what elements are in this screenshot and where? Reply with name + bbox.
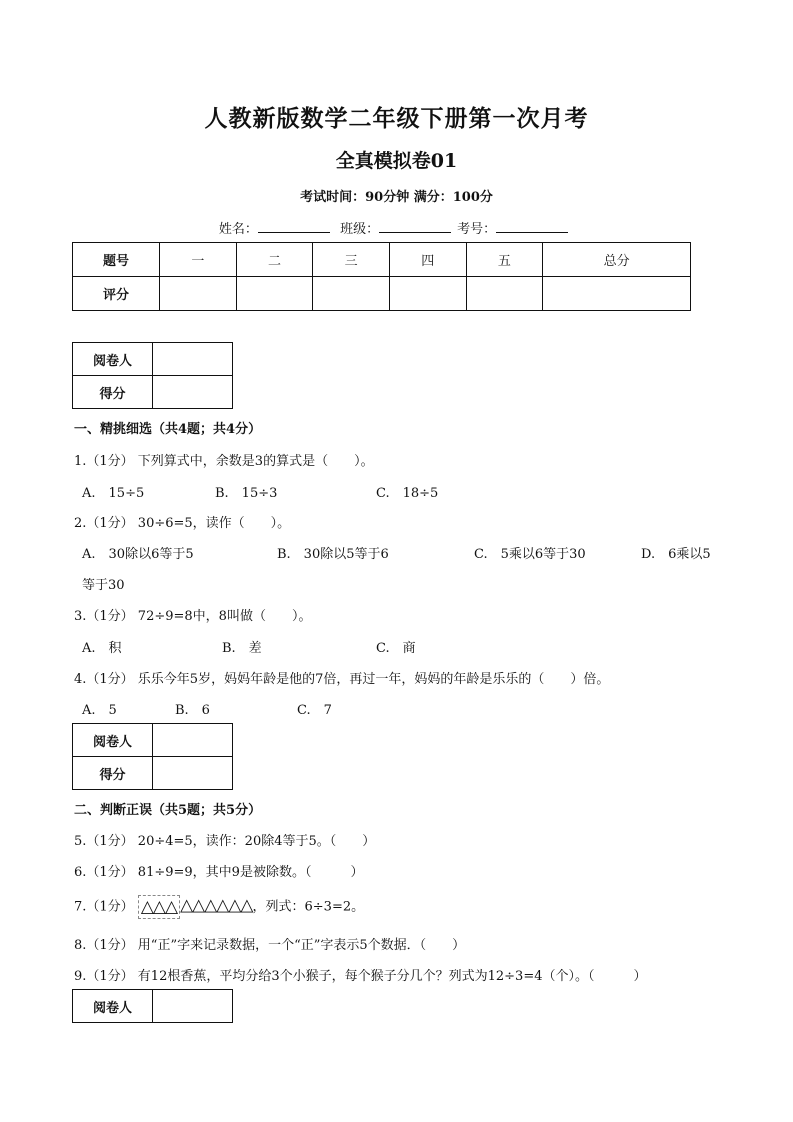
q2-option-a[interactable]: A. 30除以6等于5 <box>82 547 194 562</box>
score-table <box>72 242 691 311</box>
score-cell[interactable] <box>313 277 390 311</box>
q4-option-a[interactable]: A. 5 <box>82 703 117 718</box>
q3-option-c[interactable]: C. 商 <box>376 641 416 656</box>
score-cell[interactable] <box>389 277 466 311</box>
number-label: 考号： <box>457 222 497 237</box>
reviewer-label: 阅卷人 <box>73 990 153 1023</box>
page-title: 人教新版数学二年级下册第一次月考 <box>204 105 589 132</box>
score-cell[interactable] <box>160 277 237 311</box>
question-8: 8.（1分） 用“正”字来记录数据，一个“正”字表示5个数据．（ ） <box>74 938 466 953</box>
question-2: 2.（1分） 30÷6=5，读作（ ）。 <box>74 516 291 531</box>
q2-option-d[interactable]: D. 6乘以5 <box>641 547 711 562</box>
score-cell[interactable] <box>236 277 313 311</box>
exam-info: 考试时间：90分钟 满分：100分 <box>300 190 493 205</box>
question-4: 4.（1分） 乐乐今年5岁，妈妈年龄是他的7倍，再过一年，妈妈的年龄是乐乐的（ ）倍。 <box>74 672 610 687</box>
q1-option-b[interactable]: B. 15÷3 <box>215 486 278 501</box>
score-table-col: 一 <box>160 243 237 277</box>
question-9: 9.（1分） 有12根香蕉，平均分给3个小猴子，每个猴子分几个？列式为12÷3=4（个）。（ ） <box>74 969 647 984</box>
triangle-rest: △△△△△△ <box>180 895 253 916</box>
section-2-heading: 二、判断正误（共5题；共5分） <box>74 803 262 818</box>
question-5: 5.（1分） 20÷4=5，读作：20除4等于5。（ ） <box>74 834 376 849</box>
q2-option-d-wrap: 等于30 <box>82 578 125 593</box>
score-cell[interactable] <box>153 757 233 790</box>
score-table-score-row <box>73 277 691 311</box>
question-6: 6.（1分） 81÷9=9，其中9是被除数。（ ） <box>74 865 364 880</box>
reviewer-label: 阅卷人 <box>73 724 153 757</box>
student-info <box>0 218 793 237</box>
q2-option-b[interactable]: B. 30除以5等于6 <box>277 547 389 562</box>
name-blank[interactable] <box>258 220 330 233</box>
score-table-header-label: 题号 <box>73 243 160 277</box>
q2-option-c[interactable]: C. 5乘以6等于30 <box>474 547 586 562</box>
question-7 <box>74 895 364 919</box>
score-table-header-row <box>73 243 691 277</box>
reviewer-cell[interactable] <box>153 343 233 376</box>
question-1: 1.（1分） 下列算式中，余数是3的算式是（ ）。 <box>74 454 374 469</box>
q1-option-a[interactable]: A. 15÷5 <box>82 486 145 501</box>
section-1-heading: 一、精挑细选（共4题；共4分） <box>74 422 262 437</box>
reviewer-cell[interactable] <box>153 990 233 1023</box>
score-table-col: 四 <box>389 243 466 277</box>
score-label: 得分 <box>73 376 153 409</box>
name-label: 姓名： <box>218 222 258 237</box>
score-cell[interactable] <box>466 277 543 311</box>
score-cell[interactable] <box>153 376 233 409</box>
question-7-suffix: ，列式：6÷3=2。 <box>252 899 365 915</box>
class-blank[interactable] <box>379 220 451 233</box>
q4-option-c[interactable]: C. 7 <box>297 703 332 718</box>
q4-option-b[interactable]: B. 6 <box>175 703 210 718</box>
q1-option-c[interactable]: C. 18÷5 <box>376 486 439 501</box>
score-table-col: 总分 <box>543 243 691 277</box>
score-table-score-label: 评分 <box>73 277 160 311</box>
score-table-col: 五 <box>466 243 543 277</box>
grader-box <box>72 342 233 409</box>
grader-box <box>72 989 233 1023</box>
triangle-grouped: △△△ <box>140 897 178 917</box>
score-table-col: 二 <box>236 243 313 277</box>
page-subtitle: 全真模拟卷01 <box>335 150 458 172</box>
grader-box <box>72 723 233 790</box>
reviewer-cell[interactable] <box>153 724 233 757</box>
score-cell[interactable] <box>543 277 691 311</box>
number-blank[interactable] <box>496 220 568 233</box>
q3-option-a[interactable]: A. 积 <box>82 641 122 656</box>
score-label: 得分 <box>73 757 153 790</box>
question-7-prefix: 7.（1分） <box>74 899 134 915</box>
score-table-col: 三 <box>313 243 390 277</box>
q3-option-b[interactable]: B. 差 <box>222 641 262 656</box>
triangle-group-icon <box>138 895 180 919</box>
reviewer-label: 阅卷人 <box>73 343 153 376</box>
class-label: 班级： <box>340 222 380 237</box>
question-3: 3.（1分） 72÷9=8中，8叫做（ ）。 <box>74 609 312 624</box>
